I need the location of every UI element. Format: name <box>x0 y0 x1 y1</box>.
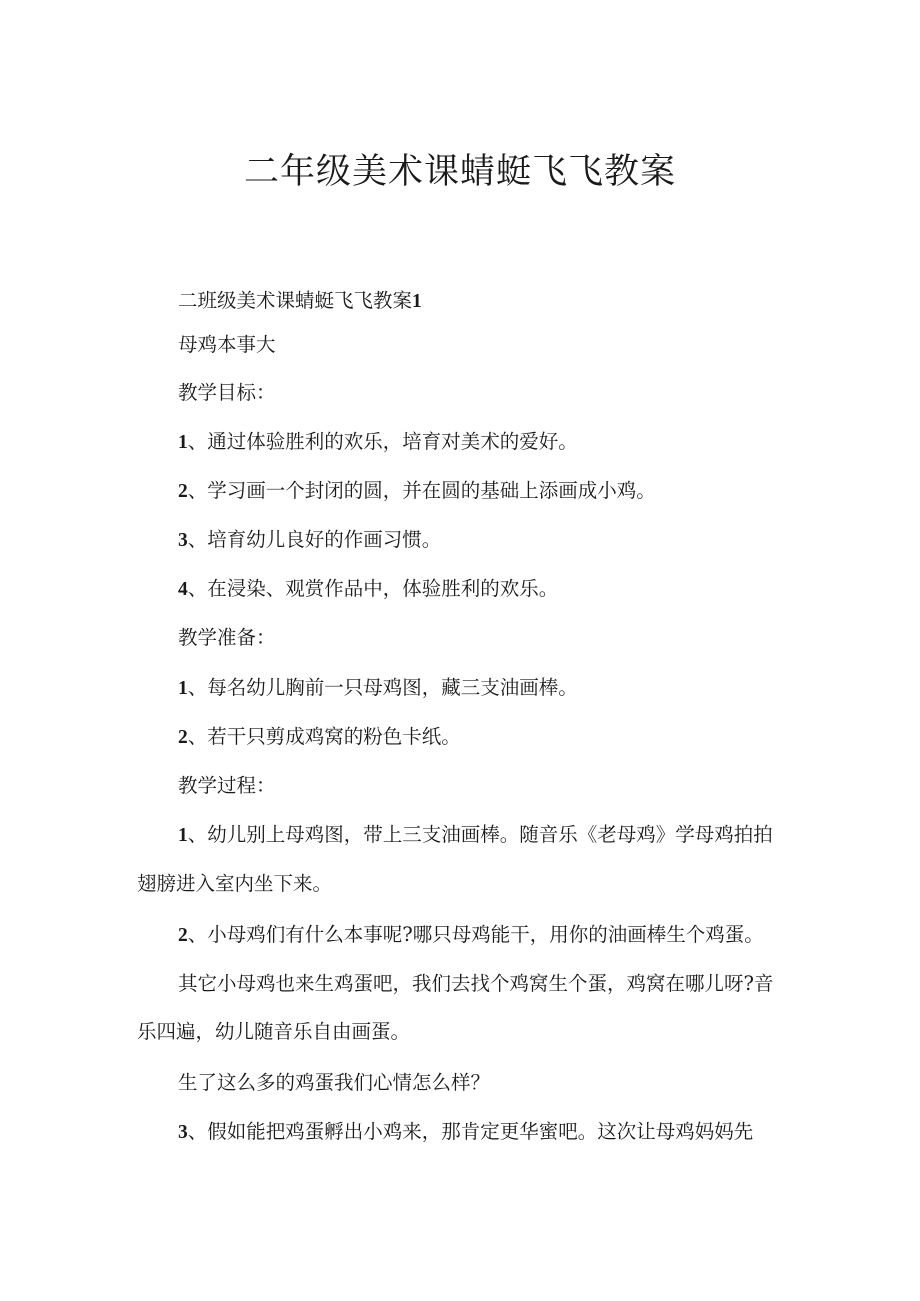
list-number: 3 <box>178 1122 188 1143</box>
section-label-goals: 教学目标： <box>178 381 276 404</box>
process-step <box>137 811 787 908</box>
process-step <box>137 911 787 960</box>
paragraph-text: 二班级美术课蜻蜓飞飞教案 <box>178 289 413 312</box>
body-paragraph: 生了这么多的鸡蛋我们心情怎么样？ <box>178 1071 491 1094</box>
section-label-preparation: 教学准备： <box>178 626 276 649</box>
list-number: 1 <box>178 678 188 699</box>
list-number: 2 <box>178 481 188 502</box>
document-title: 二年级美术课蜻蜓飞飞教案 <box>243 152 676 192</box>
list-item <box>178 725 788 750</box>
paragraph-number: 1 <box>412 291 422 312</box>
list-item <box>178 528 788 553</box>
list-text: 、若干只剪成鸡窝的粉色卡纸。 <box>187 725 461 748</box>
list-number: 1 <box>178 432 188 453</box>
list-number: 1 <box>178 825 188 846</box>
list-text: 、小母鸡们有什么本事呢?哪只母鸡能干，用你的油画棒生个鸡蛋。 <box>187 923 764 946</box>
process-step <box>137 1108 787 1157</box>
list-number: 2 <box>178 925 188 946</box>
list-text: 、假如能把鸡蛋孵出小鸡来，那肯定更华蜜吧。这次让母鸡妈妈先 <box>187 1120 754 1143</box>
list-text: 、通过体验胜利的欢乐，培育对美术的爱好。 <box>187 430 578 453</box>
list-text: 、幼儿别上母鸡图，带上三支油画棒。随音乐《老母鸡》学母鸡拍拍翅膀进入室内坐下来。 <box>137 823 773 895</box>
list-item <box>178 577 788 602</box>
list-text: 、在浸染、观赏作品中，体验胜利的欢乐。 <box>187 577 559 600</box>
list-text: 、培育幼儿良好的作画习惯。 <box>187 528 442 551</box>
list-number: 4 <box>178 579 188 600</box>
list-text: 、每名幼儿胸前一只母鸡图，藏三支油画棒。 <box>187 676 578 699</box>
list-number: 2 <box>178 727 188 748</box>
lesson-subtitle: 母鸡本事大 <box>178 333 276 356</box>
section-heading <box>178 289 788 314</box>
list-item <box>178 430 788 455</box>
list-item <box>178 676 788 701</box>
list-item <box>178 479 788 504</box>
list-text: 、学习画一个封闭的圆，并在圆的基础上添画成小鸡。 <box>187 479 656 502</box>
section-label-process: 教学过程： <box>178 774 276 797</box>
list-number: 3 <box>178 530 188 551</box>
body-paragraph: 其它小母鸡也来生鸡蛋吧，我们去找个鸡窝生个蛋，鸡窝在哪儿呀?音乐四遍，幼儿随音乐自由画蛋。 <box>137 972 774 1043</box>
